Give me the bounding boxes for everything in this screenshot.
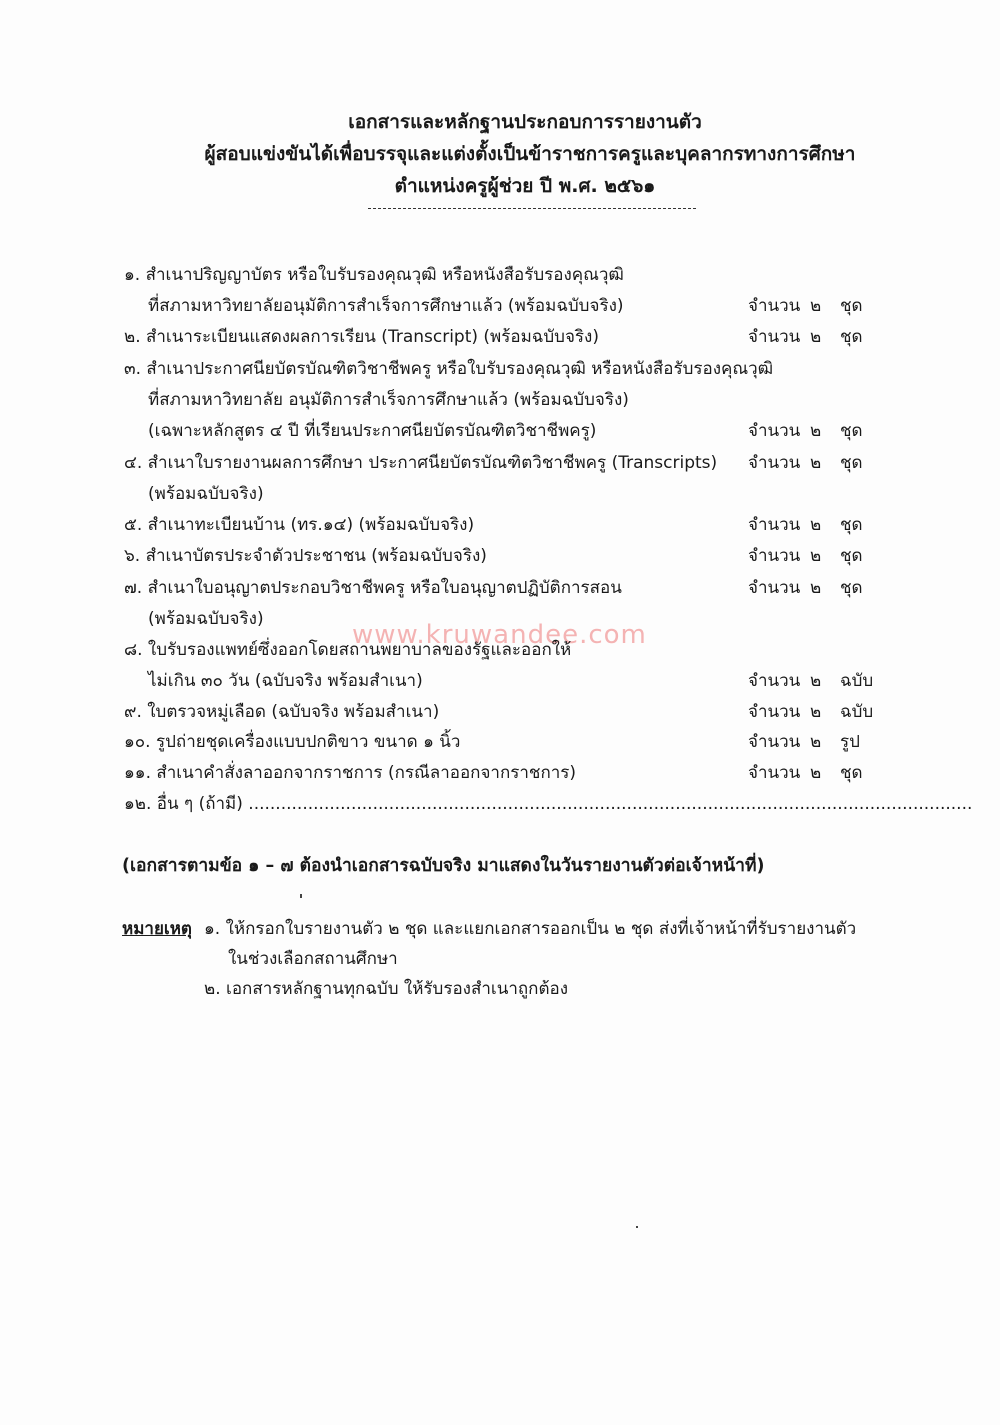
qty-unit: ชุด [840,546,863,566]
qty-number: ๒ [810,763,822,783]
item-1-line-2: ที่สภามหาวิทยาลัยอนุมัติการสำเร็จการศึกษาแล้ว (พร้อมฉบับจริง) [148,296,624,316]
qty-unit: ฉบับ [840,702,874,722]
item-4-quantity [748,450,863,476]
qty-number: ๒ [810,421,822,441]
qty-unit: ฉบับ [840,671,874,691]
qty-label: จำนวน [748,671,801,691]
item-10-line-1: ๑๐. รูปถ่ายชุดเครื่องแบบปกติขาว ขนาด ๑ นิ้ว [124,732,461,752]
remark-1-line-2: ในช่วงเลือกสถานศึกษา [228,949,398,969]
qty-unit: ชุด [840,578,863,598]
item-2-quantity [748,324,863,350]
item-7-line-1: ๗. สำเนาใบอนุญาตประกอบวิชาชีพครู หรือใบอนุญาตปฏิบัติการสอน [124,578,622,598]
qty-unit: ชุด [840,421,863,441]
qty-unit: ชุด [840,296,863,316]
item-12-line-1: ๑๒. อื่น ๆ (ถ้ามี) ...................................................................................................................................... [124,794,973,814]
document-title: เอกสารและหลักฐานประกอบการรายงานตัว [348,111,702,133]
qty-label: จำนวน [748,296,801,316]
qty-label: จำนวน [748,763,801,783]
qty-unit: รูป [840,732,860,752]
item-3-quantity [748,418,863,444]
qty-number: ๒ [810,327,822,347]
qty-number: ๒ [810,546,822,566]
item-9-line-1: ๙. ใบตรวจหมู่เลือด (ฉบับจริง พร้อมสำเนา) [124,702,440,722]
item-8-line-1: ๘. ใบรับรองแพทย์ซึ่งออกโดยสถานพยาบาลของรัฐและออกให้ [124,640,572,660]
item-4-line-2: (พร้อมฉบับจริง) [148,484,264,504]
document-subtitle: ผู้สอบแข่งขันได้เพื่อบรรจุและแต่งตั้งเป็นข้าราชการครูและบุคลากรทางการศึกษา [204,143,856,165]
remark-1-line-1: ๑. ให้กรอกใบรายงานตัว ๒ ชุด และแยกเอกสารออกเป็น ๒ ชุด ส่งที่เจ้าหน้าที่รับรายงานตัว [204,919,857,939]
item-8-quantity [748,668,873,694]
qty-number: ๒ [810,671,822,691]
item-8-line-2: ไม่เกิน ๓๐ วัน (ฉบับจริง พร้อมสำเนา) [148,671,423,691]
original-documents-note: (เอกสารตามข้อ ๑ – ๗ ต้องนำเอกสารฉบับจริง มาแสดงในวันรายงานตัวต่อเจ้าหน้าที่) [122,856,765,876]
qty-label: จำนวน [748,515,801,535]
item-6-quantity [748,543,863,569]
item-1-quantity [748,293,863,319]
remarks-label: หมายเหตุ [122,919,192,939]
item-3-line-2: ที่สภามหาวิทยาลัย อนุมัติการสำเร็จการศึกษาแล้ว (พร้อมฉบับจริง) [148,390,629,410]
qty-number: ๒ [810,515,822,535]
qty-number: ๒ [810,453,822,473]
qty-number: ๒ [810,578,822,598]
qty-number: ๒ [810,296,822,316]
qty-number: ๒ [810,732,822,752]
qty-label: จำนวน [748,702,801,722]
item-5-quantity [748,512,863,538]
item-6-line-1: ๖. สำเนาบัตรประจำตัวประชาชน (พร้อมฉบับจริง) [124,546,487,566]
qty-unit: ชุด [840,453,863,473]
document-position-year: ตำแหน่งครูผู้ช่วย ปี พ.ศ. ๒๕๖๑ [394,175,656,197]
qty-label: จำนวน [748,546,801,566]
qty-label: จำนวน [748,732,801,752]
item-1-line-1: ๑. สำเนาปริญญาบัตร หรือใบรับรองคุณวุฒิ หรือหนังสือรับรองคุณวุฒิ [124,265,624,285]
item-4-line-1: ๔. สำเนาใบรายงานผลการศึกษา ประกาศนียบัตรบัณฑิตวิชาชีพครู (Transcripts) [124,453,718,473]
qty-unit: ชุด [840,763,863,783]
qty-label: จำนวน [748,327,801,347]
item-11-line-1: ๑๑. สำเนาคำสั่งลาออกจากราชการ (กรณีลาออกจากราชการ) [124,763,577,783]
item-9-quantity [748,699,873,725]
qty-unit: ชุด [840,515,863,535]
qty-label: จำนวน [748,421,801,441]
scan-speck [300,894,302,898]
item-11-quantity [748,760,863,786]
qty-label: จำนวน [748,578,801,598]
item-7-line-2: (พร้อมฉบับจริง) [148,609,264,629]
qty-number: ๒ [810,702,822,722]
item-7-quantity [748,575,863,601]
item-3-line-1: ๓. สำเนาประกาศนียบัตรบัณฑิตวิชาชีพครู หรือใบรับรองคุณวุฒิ หรือหนังสือรับรองคุณวุฒิ [124,359,774,379]
qty-unit: ชุด [840,327,863,347]
item-5-line-1: ๕. สำเนาทะเบียนบ้าน (ทร.๑๔) (พร้อมฉบับจริง) [124,515,475,535]
item-3-line-3: (เฉพาะหลักสูตร ๔ ปี ที่เรียนประกาศนียบัตรบัณฑิตวิชาชีพครู) [148,421,597,441]
qty-label: จำนวน [748,453,801,473]
watermark: www.kruwandee.com [352,620,647,650]
item-10-quantity [748,729,860,755]
item-2-line-1: ๒. สำเนาระเบียนแสดงผลการเรียน (Transcript) (พร้อมฉบับจริง) [124,327,599,347]
title-divider [368,208,696,209]
scan-speck [636,1226,638,1228]
remark-2: ๒. เอกสารหลักฐานทุกฉบับ ให้รับรองสำเนาถูกต้อง [204,979,569,999]
